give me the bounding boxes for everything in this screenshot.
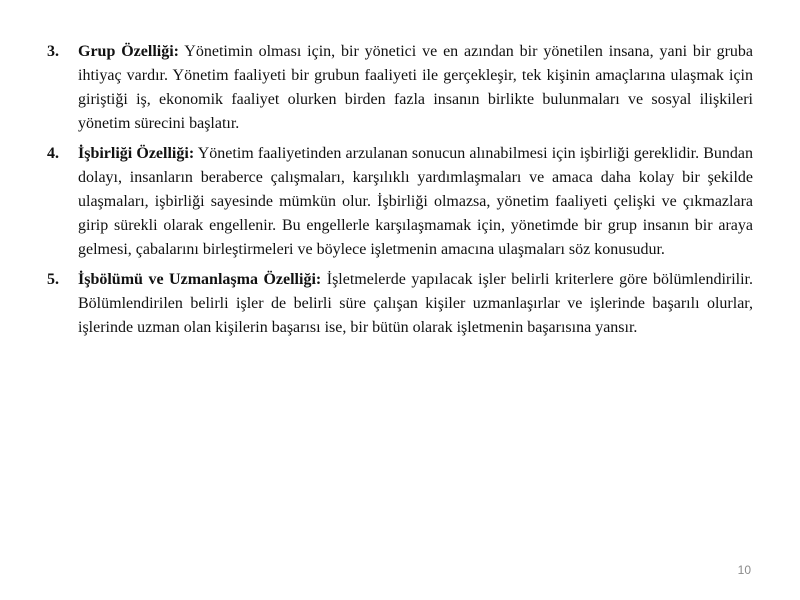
- list-item-4: [47, 142, 753, 262]
- item-number: 5.: [47, 271, 59, 288]
- item-text: İşletmelerde yapılacak işler belirli kriterlere göre bölümlendirilir. Bölümlendirilen belirli işler de belirli süre çalışan kişiler uzmanlaşırlar ve işlerinde başarılı olurlar, işlerinde uzman olan kişilerin başarısı ise, bir bütün olarak işletmenin başarısına yansır.: [78, 271, 753, 336]
- item-number: 4.: [47, 145, 59, 162]
- item-title: İşbölümü ve Uzmanlaşma Özelliği:: [78, 271, 322, 288]
- item-text: Yönetim faaliyetinden arzulanan sonucun alınabilmesi için işbirliği gereklidir. Bundan dolayı, insanların beraberce çalışmaları, karşılıklı yardımlaşmaları ve amaca daha kolay bir şekilde ulaşmaları, işbirliği sayesinde mümkün olur. İşbirliği olmazsa, yönetim faaliyeti çelişki ve çıkmazlara girip sürekli olarak engellenir. Bu engellerle karşılaşmamak için, yönetimde bir grup insanın bir araya gelmesi, çabalarını birleştirmeleri ve böylece işletmenin amacına ulaşmaları söz konusudur.: [78, 145, 754, 258]
- item-title: Grup Özelliği:: [78, 43, 179, 60]
- numbered-list: [47, 40, 753, 346]
- item-text: Yönetimin olması için, bir yönetici ve en azından bir yönetilen insana, yani bir gruba ihtiyaç vardır. Yönetim faaliyeti bir grubun faaliyeti ile gerçekleşir, tek kişinin amaçlarına ulaşmak için giriştiği iş, ekonomik faaliyet olurken birden fazla insanın birlikte bulunmaları ve sosyal ilişkileri yönetim sürecini başlatır.: [78, 43, 754, 132]
- item-number: 3.: [47, 43, 59, 60]
- list-item-5: [47, 268, 753, 340]
- list-item-3: [47, 40, 753, 136]
- item-title: İşbirliği Özelliği:: [78, 145, 195, 162]
- page-number: 10: [737, 563, 751, 577]
